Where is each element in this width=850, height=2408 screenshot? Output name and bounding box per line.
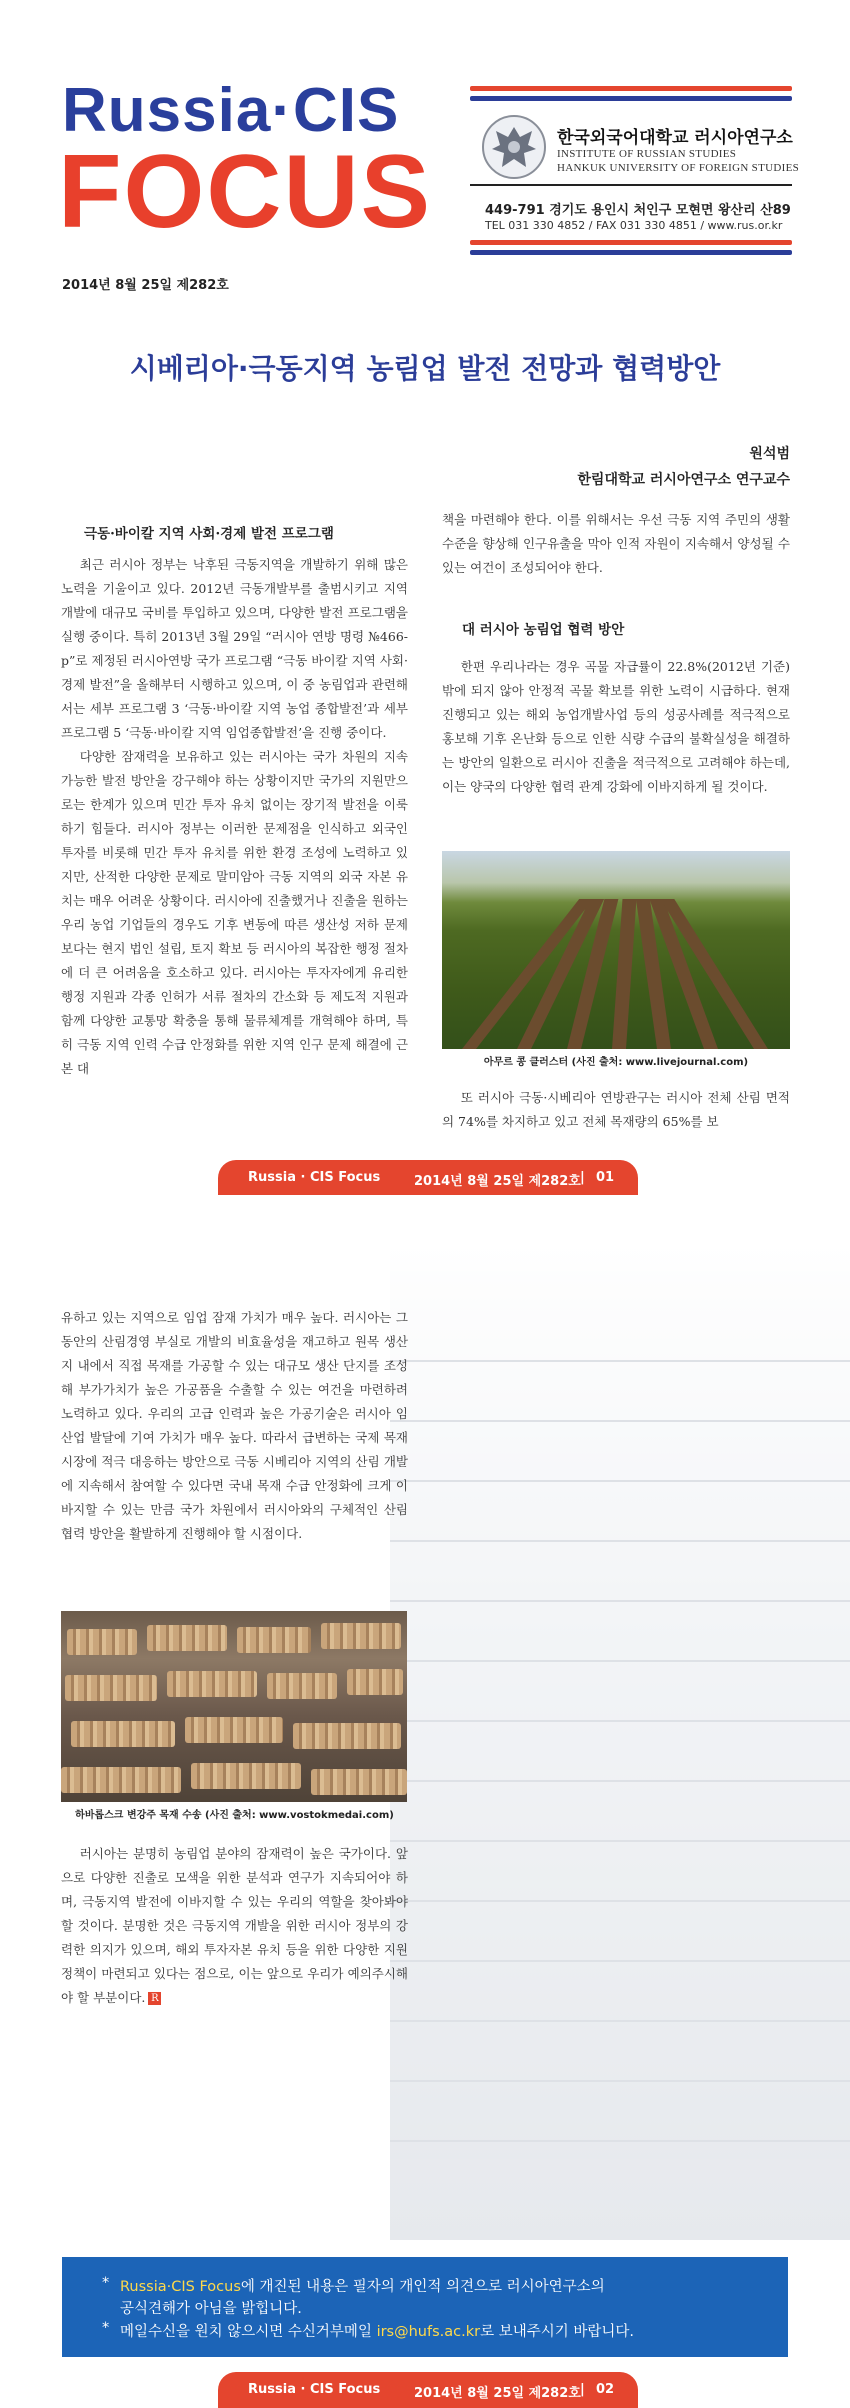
notice-line-1-rest: 에 개진된 내용은 필자의 개인적 의견으로 러시아연구소의	[240, 2279, 605, 2295]
notice-line-3-start: 메일수신을 원치 않으시면 수신거부메일	[120, 2324, 377, 2340]
paragraph-2: 다양한 잠재력을 보유하고 있는 러시아는 국가 차원의 지속 가능한 발전 방안을 강구해야 하는 상황이지만 국가의 지원만으로는 한계가 있으며 민간 투자 유치 없이는 장기적 발전을 이룩하기 힘들다. 러시아 정부는 이러한 문제점을 인식하고 외국인 투자를 비롯해 민간 투자 유치를 위한 환경 조성에 노력하고 있지만, 산적한 다양한 문제로 말미암아 극동 지역의 외국 자본 유치는 매우 어려운 상황이다. 러시아에 진출했거나 진출을 원하는 우리 농업 기업들의 경우도 기후 변동에 따른 생산성 저하 문제보다는 현지 법인 설립, 토지 확보 등 러시아의 복잡한 행정 절차에 더 큰 어려움을 호소하고 있다. 러시아는 투자자에게 유리한 행정 지원과 각종 인허가 서류 절차의 간소화 등 제도적 지원과 함께 다양한 교통망 확충을 통해 물류체계를 개혁해야 하며, 특히 극동 지역 인력 수급 안정화를 위한 지역 인구 문제 해결에 근본 대	[61, 749, 408, 1076]
footer-bar-page1	[218, 1160, 638, 1196]
notice-box	[62, 2257, 788, 2357]
institute-address: 449-791 경기도 용인시 처인구 모현면 왕산리 산89	[485, 203, 791, 218]
footer-separator-2: |	[580, 2382, 585, 2397]
paragraph-4-continued: 유하고 있는 지역으로 임업 잠재 가치가 매우 높다. 러시아는 그동안의 산림경영 부실로 개발의 비효율성을 재고하고 원목 생산지 내에서 직접 목재를 가공할 수 있는 대규모 생산 단지를 조성해 부가가치가 높은 가공품을 수출할 수 있는 여건을 마련하려 노력하고 있다. 우리의 고급 인력과 높은 가공기술은 러시아 임산업 발달에 기여 가치가 매우 높다. 따라서 급변하는 국제 목재시장에 적극 대응하는 방안으로 극동 시베리아 지역의 산림 개발에 지속해서 참여할 수 있다면 국내 목재 수급 안정화에 크게 이바지할 수 있는 만큼 국가 차원에서 러시아와의 구체적인 산림 협력 방안을 활발하게 진행해야 할 시점이다.	[61, 1310, 408, 1541]
footer-page-number: 01	[596, 1170, 615, 1185]
paragraph-5-text: 러시아는 분명히 농림업 분야의 잠재력이 높은 국가이다. 앞으로 다양한 진출로 모색을 위한 분석과 연구가 지속되어야 하며, 극동지역 발전에 이바지할 수 있는 우리의 역할을 찾아봐야 할 것이다. 분명한 것은 극동지역 개발을 위한 러시아 정부의 강력한 의지가 있으며, 해외 투자자본 유치 등을 위한 다양한 지원정책이 마련되고 있다는 점으로, 이는 앞으로 우리가 예의주시해야 할 부분이다.	[61, 1846, 408, 2005]
column-right-top-page1	[442, 508, 790, 580]
header-rule-blue-bottom	[470, 250, 792, 255]
photo-caption-2: 하바롭스크 변강주 목재 수송 (사진 출처: www.vostokmedai.com)	[75, 1810, 394, 1821]
notice-bullet-1: *	[102, 2275, 110, 2291]
column-right-bottom-page1	[442, 1086, 790, 1134]
column-left-page1	[61, 553, 408, 1081]
unsubscribe-email-link[interactable]: irs@hufs.ac.kr	[376, 2324, 481, 2340]
notice-line-3	[120, 2320, 634, 2341]
institute-name-en-1: INSTITUTE OF RUSSIAN STUDIES	[557, 148, 737, 160]
institute-name-en-2: HANKUK UNIVERSITY OF FOREIGN STUDIES	[557, 162, 800, 174]
footer-issue: 2014년 8월 25일 제282호	[414, 1174, 581, 1189]
notice-line-1	[120, 2275, 605, 2296]
logo-russia-cis: Russia·CIS	[62, 76, 400, 145]
paragraph-2-continued: 책을 마련해야 한다. 이를 위해서는 우선 극동 지역 주민의 생활 수준을 향상해 인구유출을 막아 인적 자원이 지속해서 양성될 수 있는 여건이 조성되어야 한다.	[442, 512, 790, 575]
notice-line-3-end: 로 보내주시기 바랍니다.	[480, 2324, 634, 2340]
logo-focus: FOCUS	[58, 134, 432, 250]
header-rule-blue	[470, 96, 792, 101]
paragraph-4-start: 또 러시아 극동·시베리아 연방관구는 러시아 전체 산림 면적의 74%를 차지하고 있고 전체 목재량의 65%를 보	[442, 1090, 790, 1129]
footer-brand: Russia · CIS Focus	[248, 1170, 381, 1185]
paragraph-5	[61, 1842, 408, 2010]
column-left-top-page2	[61, 1306, 408, 1546]
article-title: 시베리아·극동지역 농림업 발전 전망과 협력방안	[129, 352, 721, 385]
header-rule-red-bottom	[470, 240, 792, 245]
footer-bar-page2	[218, 2372, 638, 2408]
issue-date: 2014년 8월 25일 제282호	[62, 278, 229, 293]
column-left-bottom-page2	[61, 1842, 408, 2010]
double-headed-eagle-icon	[480, 113, 548, 181]
institute-contact: TEL 031 330 4852 / FAX 031 330 4851 / www.rus.or.kr	[485, 219, 783, 232]
page-gap	[0, 1195, 850, 1223]
background-photo-stairs	[390, 1240, 850, 2240]
header-rule-red	[470, 86, 792, 91]
notice-brand: Russia·CIS Focus	[120, 2279, 241, 2295]
header-divider	[470, 184, 792, 186]
footer-separator: |	[580, 1170, 585, 1185]
photo-soybean-field	[442, 851, 790, 1049]
column-right-mid-page1	[442, 655, 790, 799]
paragraph-1: 최근 러시아 정부는 낙후된 극동지역을 개발하기 위해 많은 노력을 기울이고 있다. 2012년 극동개발부를 출범시키고 지역 개발에 대규모 국비를 투입하고 있으며, 다양한 발전 프로그램을 실행 중이다. 특히 2013년 3월 29일 “러시아 연방 명령 №466-р”로 제정된 러시아연방 국가 프로그램 “극동 바이칼 지역 사회·경제 발전”을 올해부터 시행하고 있으며, 이 중 농림업과 관련해서는 세부 프로그램 3 ‘극동·바이칼 지역 농업 종합발전’과 세부 프로그램 5 ‘극동·바이칼 지역 임업종합발전’을 진행 중이다.	[61, 557, 408, 740]
footer-issue-2: 2014년 8월 25일 제282호	[414, 2386, 581, 2401]
article-end-mark: R	[148, 1992, 161, 2005]
author-affiliation: 한림대학교 러시아연구소 연구교수	[577, 472, 790, 488]
photo-timber-transport	[61, 1611, 407, 1802]
notice-bullet-2: *	[102, 2320, 110, 2336]
institute-name-kr: 한국외국어대학교 러시아연구소	[557, 128, 793, 148]
notice-line-2: 공식견해가 아님을 밝힙니다.	[120, 2301, 302, 2317]
footer-page-number-2: 02	[596, 2382, 615, 2397]
author-name: 원석범	[749, 446, 790, 462]
photo-caption-1: 아무르 콩 클러스터 (사진 출처: www.livejournal.com)	[483, 1057, 749, 1068]
section-heading-2: 대 러시아 농림업 협력 방안	[462, 622, 625, 638]
paragraph-3: 한편 우리나라는 경우 곡물 자급률이 22.8%(2012년 기준)밖에 되지 않아 안정적 곡물 확보를 위한 노력이 시급하다. 현재 진행되고 있는 해외 농업개발사업 등의 성공사례를 적극적으로 홍보해 기후 온난화 등으로 인한 식량 수급의 불확실성을 해결하는 방안의 일환으로 러시아 진출을 적극적으로 고려해야 하는데, 이는 양국의 다양한 협력 관계 강화에 이바지하게 될 것이다.	[442, 659, 790, 794]
section-heading-1: 극동·바이칼 지역 사회·경제 발전 프로그램	[84, 526, 334, 542]
footer-brand-2: Russia · CIS Focus	[248, 2382, 381, 2397]
